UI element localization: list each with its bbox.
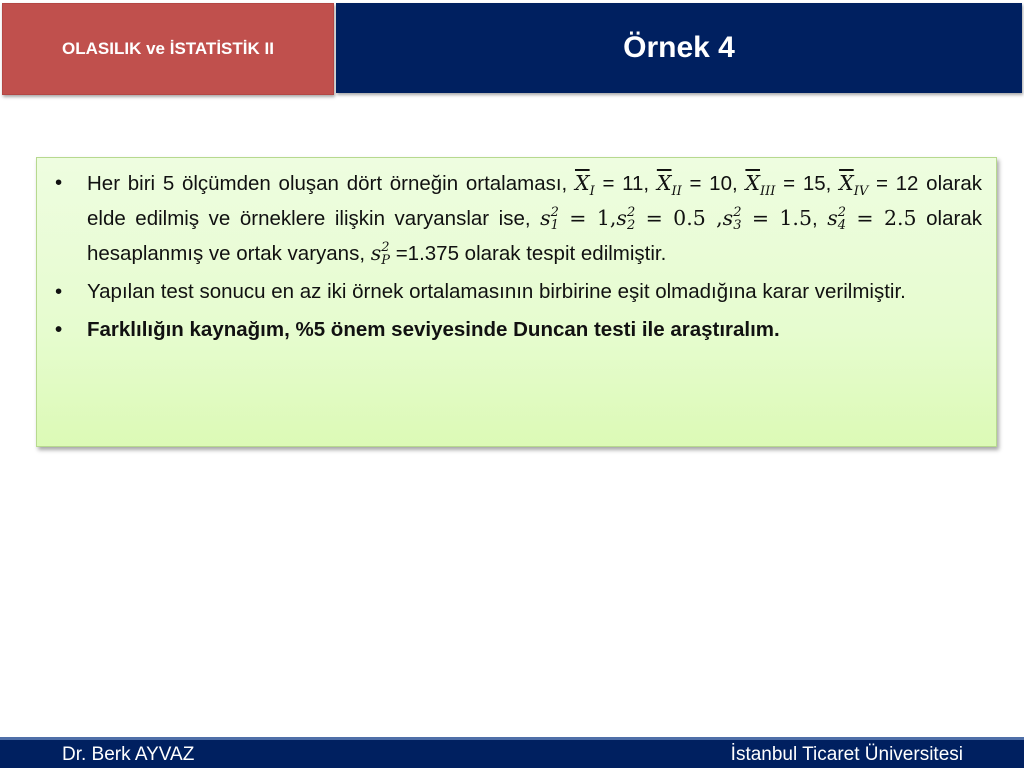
- bullet-list: [51, 166, 982, 347]
- bullet-marker: •: [55, 280, 63, 303]
- bullet-text-3: Farklılığın kaynağım, %5 önem seviyesinde Duncan testi ile araştıralım.: [87, 318, 780, 341]
- bullet-item-1: • Her biri 5 ölçümden oluşan dört örneğin ortalaması, $\overline{X}_I = 11$, $\overline{X}_{II} = 10$, $\overline{X}_{III} = 15$, $\overline{X}_{IV} = 12$ olarak elde edilmiş ve örneklere ilişkin varyanslar ise, s 2 1 = 1,s 2 2 = 0.5 ,s 2 3 = 1.5, s 2 4 = 2.5 olarak hesaplanmış ve ortak varyans, s 2 P =1.375 olarak tespit edilmiştir.: [51, 166, 982, 271]
- bullet-marker: •: [55, 318, 63, 341]
- course-title: OLASILIK ve İSTATİSTİK II: [62, 39, 274, 58]
- bullet-item-2: [51, 275, 982, 309]
- footer-author: Dr. Berk AYVAZ: [62, 744, 195, 765]
- bullet-item-3: [51, 313, 982, 347]
- slide-title: Örnek 4: [623, 31, 735, 64]
- bullet-marker: •: [55, 171, 63, 194]
- slide-title-banner: [336, 3, 1022, 93]
- bullet-text-2: Yapılan test sonucu en az iki örnek ortalamasının birbirine eşit olmadığına karar verilmiştir.: [87, 280, 906, 303]
- footer-institution: İstanbul Ticaret Üniversitesi: [730, 744, 963, 765]
- footer-bar: [0, 737, 1024, 768]
- content-box: [36, 157, 997, 447]
- course-title-banner: [2, 3, 334, 95]
